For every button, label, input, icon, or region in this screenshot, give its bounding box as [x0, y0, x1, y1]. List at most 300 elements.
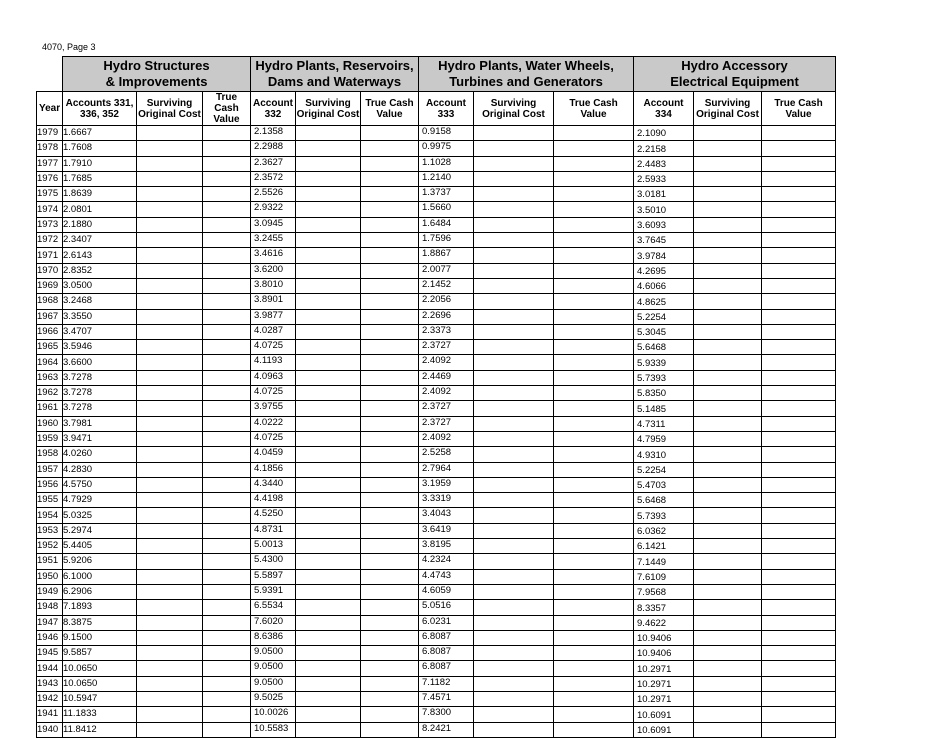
- true-cash-value-input[interactable]: [361, 141, 419, 156]
- surviving-cost-input[interactable]: [137, 569, 203, 584]
- surviving-cost-input[interactable]: [137, 263, 203, 278]
- surviving-cost-input[interactable]: [694, 416, 762, 431]
- surviving-cost-input[interactable]: [296, 355, 361, 370]
- true-cash-value-input[interactable]: [361, 431, 419, 446]
- surviving-cost-input[interactable]: [296, 263, 361, 278]
- surviving-cost-input[interactable]: [474, 615, 554, 630]
- surviving-cost-input[interactable]: [137, 355, 203, 370]
- surviving-cost-input[interactable]: [694, 707, 762, 722]
- surviving-cost-input[interactable]: [296, 233, 361, 248]
- surviving-cost-input[interactable]: [137, 691, 203, 706]
- surviving-cost-input[interactable]: [296, 187, 361, 202]
- true-cash-value-input[interactable]: [361, 676, 419, 691]
- true-cash-value-input[interactable]: [361, 646, 419, 661]
- true-cash-value-input[interactable]: [762, 554, 836, 569]
- true-cash-value-input[interactable]: [361, 340, 419, 355]
- surviving-cost-input[interactable]: [474, 278, 554, 293]
- true-cash-value-input[interactable]: [361, 401, 419, 416]
- true-cash-value-input[interactable]: [762, 141, 836, 156]
- surviving-cost-input[interactable]: [296, 370, 361, 385]
- surviving-cost-input[interactable]: [694, 355, 762, 370]
- true-cash-value-input[interactable]: [554, 493, 634, 508]
- true-cash-value-input[interactable]: [762, 340, 836, 355]
- surviving-cost-input[interactable]: [137, 447, 203, 462]
- surviving-cost-input[interactable]: [137, 676, 203, 691]
- true-cash-value-input[interactable]: [762, 278, 836, 293]
- true-cash-value-input[interactable]: [203, 294, 251, 309]
- true-cash-value-input[interactable]: [203, 600, 251, 615]
- true-cash-value-input[interactable]: [361, 324, 419, 339]
- surviving-cost-input[interactable]: [296, 691, 361, 706]
- surviving-cost-input[interactable]: [474, 248, 554, 263]
- true-cash-value-input[interactable]: [762, 661, 836, 676]
- surviving-cost-input[interactable]: [137, 646, 203, 661]
- surviving-cost-input[interactable]: [296, 615, 361, 630]
- true-cash-value-input[interactable]: [554, 370, 634, 385]
- surviving-cost-input[interactable]: [137, 539, 203, 554]
- true-cash-value-input[interactable]: [361, 462, 419, 477]
- surviving-cost-input[interactable]: [474, 294, 554, 309]
- surviving-cost-input[interactable]: [137, 508, 203, 523]
- surviving-cost-input[interactable]: [694, 431, 762, 446]
- surviving-cost-input[interactable]: [694, 156, 762, 171]
- true-cash-value-input[interactable]: [554, 554, 634, 569]
- true-cash-value-input[interactable]: [762, 584, 836, 599]
- surviving-cost-input[interactable]: [137, 554, 203, 569]
- surviving-cost-input[interactable]: [474, 416, 554, 431]
- surviving-cost-input[interactable]: [474, 370, 554, 385]
- surviving-cost-input[interactable]: [694, 340, 762, 355]
- surviving-cost-input[interactable]: [137, 248, 203, 263]
- surviving-cost-input[interactable]: [296, 401, 361, 416]
- surviving-cost-input[interactable]: [296, 554, 361, 569]
- true-cash-value-input[interactable]: [203, 615, 251, 630]
- surviving-cost-input[interactable]: [137, 141, 203, 156]
- true-cash-value-input[interactable]: [203, 141, 251, 156]
- true-cash-value-input[interactable]: [361, 355, 419, 370]
- surviving-cost-input[interactable]: [474, 431, 554, 446]
- true-cash-value-input[interactable]: [203, 569, 251, 584]
- surviving-cost-input[interactable]: [694, 630, 762, 645]
- true-cash-value-input[interactable]: [762, 431, 836, 446]
- surviving-cost-input[interactable]: [474, 600, 554, 615]
- surviving-cost-input[interactable]: [694, 493, 762, 508]
- surviving-cost-input[interactable]: [296, 171, 361, 186]
- true-cash-value-input[interactable]: [762, 309, 836, 324]
- true-cash-value-input[interactable]: [554, 676, 634, 691]
- surviving-cost-input[interactable]: [296, 661, 361, 676]
- true-cash-value-input[interactable]: [554, 584, 634, 599]
- surviving-cost-input[interactable]: [296, 202, 361, 217]
- surviving-cost-input[interactable]: [296, 278, 361, 293]
- true-cash-value-input[interactable]: [554, 248, 634, 263]
- true-cash-value-input[interactable]: [203, 676, 251, 691]
- surviving-cost-input[interactable]: [694, 600, 762, 615]
- true-cash-value-input[interactable]: [554, 646, 634, 661]
- true-cash-value-input[interactable]: [203, 691, 251, 706]
- true-cash-value-input[interactable]: [361, 539, 419, 554]
- true-cash-value-input[interactable]: [554, 340, 634, 355]
- surviving-cost-input[interactable]: [137, 401, 203, 416]
- true-cash-value-input[interactable]: [554, 233, 634, 248]
- surviving-cost-input[interactable]: [137, 600, 203, 615]
- true-cash-value-input[interactable]: [361, 217, 419, 232]
- surviving-cost-input[interactable]: [296, 447, 361, 462]
- true-cash-value-input[interactable]: [361, 386, 419, 401]
- true-cash-value-input[interactable]: [361, 416, 419, 431]
- true-cash-value-input[interactable]: [554, 600, 634, 615]
- surviving-cost-input[interactable]: [296, 386, 361, 401]
- true-cash-value-input[interactable]: [361, 263, 419, 278]
- true-cash-value-input[interactable]: [361, 447, 419, 462]
- surviving-cost-input[interactable]: [296, 416, 361, 431]
- surviving-cost-input[interactable]: [694, 554, 762, 569]
- surviving-cost-input[interactable]: [137, 462, 203, 477]
- surviving-cost-input[interactable]: [296, 126, 361, 141]
- true-cash-value-input[interactable]: [762, 493, 836, 508]
- true-cash-value-input[interactable]: [554, 126, 634, 141]
- true-cash-value-input[interactable]: [554, 401, 634, 416]
- true-cash-value-input[interactable]: [203, 370, 251, 385]
- true-cash-value-input[interactable]: [361, 554, 419, 569]
- true-cash-value-input[interactable]: [554, 691, 634, 706]
- surviving-cost-input[interactable]: [474, 477, 554, 492]
- true-cash-value-input[interactable]: [554, 294, 634, 309]
- true-cash-value-input[interactable]: [203, 523, 251, 538]
- surviving-cost-input[interactable]: [694, 278, 762, 293]
- true-cash-value-input[interactable]: [554, 615, 634, 630]
- surviving-cost-input[interactable]: [474, 340, 554, 355]
- surviving-cost-input[interactable]: [474, 141, 554, 156]
- surviving-cost-input[interactable]: [474, 171, 554, 186]
- surviving-cost-input[interactable]: [694, 187, 762, 202]
- true-cash-value-input[interactable]: [361, 248, 419, 263]
- true-cash-value-input[interactable]: [361, 477, 419, 492]
- surviving-cost-input[interactable]: [137, 233, 203, 248]
- surviving-cost-input[interactable]: [137, 584, 203, 599]
- true-cash-value-input[interactable]: [361, 691, 419, 706]
- surviving-cost-input[interactable]: [137, 156, 203, 171]
- true-cash-value-input[interactable]: [554, 661, 634, 676]
- true-cash-value-input[interactable]: [554, 431, 634, 446]
- true-cash-value-input[interactable]: [762, 508, 836, 523]
- true-cash-value-input[interactable]: [762, 477, 836, 492]
- surviving-cost-input[interactable]: [137, 493, 203, 508]
- true-cash-value-input[interactable]: [361, 294, 419, 309]
- true-cash-value-input[interactable]: [762, 523, 836, 538]
- true-cash-value-input[interactable]: [361, 722, 419, 737]
- surviving-cost-input[interactable]: [694, 294, 762, 309]
- true-cash-value-input[interactable]: [203, 584, 251, 599]
- true-cash-value-input[interactable]: [203, 355, 251, 370]
- true-cash-value-input[interactable]: [762, 462, 836, 477]
- true-cash-value-input[interactable]: [203, 646, 251, 661]
- true-cash-value-input[interactable]: [203, 187, 251, 202]
- surviving-cost-input[interactable]: [694, 508, 762, 523]
- surviving-cost-input[interactable]: [137, 202, 203, 217]
- true-cash-value-input[interactable]: [554, 171, 634, 186]
- true-cash-value-input[interactable]: [203, 278, 251, 293]
- surviving-cost-input[interactable]: [474, 233, 554, 248]
- true-cash-value-input[interactable]: [203, 401, 251, 416]
- true-cash-value-input[interactable]: [762, 539, 836, 554]
- surviving-cost-input[interactable]: [296, 324, 361, 339]
- surviving-cost-input[interactable]: [694, 569, 762, 584]
- surviving-cost-input[interactable]: [296, 569, 361, 584]
- surviving-cost-input[interactable]: [694, 233, 762, 248]
- true-cash-value-input[interactable]: [554, 355, 634, 370]
- true-cash-value-input[interactable]: [762, 187, 836, 202]
- surviving-cost-input[interactable]: [137, 416, 203, 431]
- true-cash-value-input[interactable]: [203, 324, 251, 339]
- surviving-cost-input[interactable]: [694, 401, 762, 416]
- surviving-cost-input[interactable]: [694, 248, 762, 263]
- true-cash-value-input[interactable]: [203, 416, 251, 431]
- true-cash-value-input[interactable]: [203, 722, 251, 737]
- surviving-cost-input[interactable]: [137, 477, 203, 492]
- true-cash-value-input[interactable]: [203, 248, 251, 263]
- true-cash-value-input[interactable]: [554, 523, 634, 538]
- surviving-cost-input[interactable]: [474, 523, 554, 538]
- surviving-cost-input[interactable]: [474, 202, 554, 217]
- surviving-cost-input[interactable]: [474, 217, 554, 232]
- surviving-cost-input[interactable]: [137, 386, 203, 401]
- surviving-cost-input[interactable]: [694, 171, 762, 186]
- true-cash-value-input[interactable]: [203, 233, 251, 248]
- surviving-cost-input[interactable]: [137, 722, 203, 737]
- true-cash-value-input[interactable]: [762, 171, 836, 186]
- true-cash-value-input[interactable]: [203, 508, 251, 523]
- true-cash-value-input[interactable]: [203, 156, 251, 171]
- surviving-cost-input[interactable]: [474, 493, 554, 508]
- true-cash-value-input[interactable]: [554, 309, 634, 324]
- true-cash-value-input[interactable]: [762, 294, 836, 309]
- true-cash-value-input[interactable]: [762, 447, 836, 462]
- surviving-cost-input[interactable]: [474, 554, 554, 569]
- surviving-cost-input[interactable]: [694, 676, 762, 691]
- true-cash-value-input[interactable]: [762, 233, 836, 248]
- surviving-cost-input[interactable]: [137, 309, 203, 324]
- surviving-cost-input[interactable]: [296, 309, 361, 324]
- true-cash-value-input[interactable]: [361, 187, 419, 202]
- true-cash-value-input[interactable]: [361, 278, 419, 293]
- true-cash-value-input[interactable]: [762, 248, 836, 263]
- surviving-cost-input[interactable]: [474, 707, 554, 722]
- surviving-cost-input[interactable]: [296, 340, 361, 355]
- true-cash-value-input[interactable]: [554, 447, 634, 462]
- surviving-cost-input[interactable]: [137, 340, 203, 355]
- true-cash-value-input[interactable]: [762, 630, 836, 645]
- true-cash-value-input[interactable]: [554, 187, 634, 202]
- surviving-cost-input[interactable]: [694, 691, 762, 706]
- surviving-cost-input[interactable]: [296, 630, 361, 645]
- surviving-cost-input[interactable]: [137, 217, 203, 232]
- true-cash-value-input[interactable]: [203, 263, 251, 278]
- surviving-cost-input[interactable]: [137, 523, 203, 538]
- true-cash-value-input[interactable]: [554, 539, 634, 554]
- surviving-cost-input[interactable]: [137, 630, 203, 645]
- true-cash-value-input[interactable]: [361, 493, 419, 508]
- true-cash-value-input[interactable]: [361, 202, 419, 217]
- true-cash-value-input[interactable]: [203, 386, 251, 401]
- true-cash-value-input[interactable]: [762, 324, 836, 339]
- true-cash-value-input[interactable]: [361, 707, 419, 722]
- surviving-cost-input[interactable]: [137, 126, 203, 141]
- true-cash-value-input[interactable]: [361, 126, 419, 141]
- true-cash-value-input[interactable]: [554, 707, 634, 722]
- true-cash-value-input[interactable]: [762, 156, 836, 171]
- true-cash-value-input[interactable]: [762, 707, 836, 722]
- surviving-cost-input[interactable]: [296, 493, 361, 508]
- true-cash-value-input[interactable]: [361, 569, 419, 584]
- true-cash-value-input[interactable]: [203, 630, 251, 645]
- surviving-cost-input[interactable]: [296, 431, 361, 446]
- surviving-cost-input[interactable]: [474, 324, 554, 339]
- surviving-cost-input[interactable]: [137, 707, 203, 722]
- surviving-cost-input[interactable]: [694, 584, 762, 599]
- true-cash-value-input[interactable]: [554, 462, 634, 477]
- surviving-cost-input[interactable]: [296, 722, 361, 737]
- surviving-cost-input[interactable]: [474, 691, 554, 706]
- true-cash-value-input[interactable]: [762, 646, 836, 661]
- surviving-cost-input[interactable]: [137, 370, 203, 385]
- surviving-cost-input[interactable]: [296, 248, 361, 263]
- surviving-cost-input[interactable]: [296, 156, 361, 171]
- surviving-cost-input[interactable]: [474, 584, 554, 599]
- true-cash-value-input[interactable]: [762, 722, 836, 737]
- surviving-cost-input[interactable]: [474, 661, 554, 676]
- true-cash-value-input[interactable]: [361, 508, 419, 523]
- true-cash-value-input[interactable]: [554, 202, 634, 217]
- true-cash-value-input[interactable]: [554, 508, 634, 523]
- true-cash-value-input[interactable]: [554, 278, 634, 293]
- true-cash-value-input[interactable]: [361, 370, 419, 385]
- true-cash-value-input[interactable]: [203, 554, 251, 569]
- true-cash-value-input[interactable]: [203, 462, 251, 477]
- surviving-cost-input[interactable]: [474, 630, 554, 645]
- surviving-cost-input[interactable]: [296, 646, 361, 661]
- true-cash-value-input[interactable]: [554, 156, 634, 171]
- surviving-cost-input[interactable]: [296, 523, 361, 538]
- surviving-cost-input[interactable]: [474, 462, 554, 477]
- surviving-cost-input[interactable]: [474, 156, 554, 171]
- surviving-cost-input[interactable]: [694, 309, 762, 324]
- true-cash-value-input[interactable]: [203, 340, 251, 355]
- surviving-cost-input[interactable]: [474, 646, 554, 661]
- surviving-cost-input[interactable]: [474, 386, 554, 401]
- true-cash-value-input[interactable]: [762, 676, 836, 691]
- surviving-cost-input[interactable]: [694, 141, 762, 156]
- surviving-cost-input[interactable]: [137, 431, 203, 446]
- surviving-cost-input[interactable]: [474, 722, 554, 737]
- true-cash-value-input[interactable]: [203, 447, 251, 462]
- true-cash-value-input[interactable]: [762, 569, 836, 584]
- surviving-cost-input[interactable]: [694, 477, 762, 492]
- surviving-cost-input[interactable]: [694, 523, 762, 538]
- surviving-cost-input[interactable]: [694, 646, 762, 661]
- true-cash-value-input[interactable]: [762, 691, 836, 706]
- surviving-cost-input[interactable]: [296, 477, 361, 492]
- surviving-cost-input[interactable]: [474, 401, 554, 416]
- surviving-cost-input[interactable]: [474, 263, 554, 278]
- true-cash-value-input[interactable]: [762, 615, 836, 630]
- true-cash-value-input[interactable]: [554, 416, 634, 431]
- true-cash-value-input[interactable]: [361, 615, 419, 630]
- surviving-cost-input[interactable]: [474, 355, 554, 370]
- surviving-cost-input[interactable]: [694, 370, 762, 385]
- surviving-cost-input[interactable]: [694, 217, 762, 232]
- true-cash-value-input[interactable]: [554, 141, 634, 156]
- surviving-cost-input[interactable]: [474, 309, 554, 324]
- true-cash-value-input[interactable]: [762, 386, 836, 401]
- surviving-cost-input[interactable]: [296, 462, 361, 477]
- true-cash-value-input[interactable]: [361, 309, 419, 324]
- true-cash-value-input[interactable]: [762, 217, 836, 232]
- surviving-cost-input[interactable]: [296, 707, 361, 722]
- true-cash-value-input[interactable]: [361, 171, 419, 186]
- surviving-cost-input[interactable]: [137, 278, 203, 293]
- true-cash-value-input[interactable]: [361, 523, 419, 538]
- true-cash-value-input[interactable]: [762, 600, 836, 615]
- true-cash-value-input[interactable]: [554, 722, 634, 737]
- surviving-cost-input[interactable]: [296, 539, 361, 554]
- surviving-cost-input[interactable]: [474, 126, 554, 141]
- true-cash-value-input[interactable]: [762, 202, 836, 217]
- true-cash-value-input[interactable]: [554, 569, 634, 584]
- true-cash-value-input[interactable]: [762, 263, 836, 278]
- surviving-cost-input[interactable]: [296, 600, 361, 615]
- true-cash-value-input[interactable]: [203, 309, 251, 324]
- true-cash-value-input[interactable]: [361, 233, 419, 248]
- true-cash-value-input[interactable]: [203, 493, 251, 508]
- surviving-cost-input[interactable]: [694, 615, 762, 630]
- surviving-cost-input[interactable]: [296, 141, 361, 156]
- true-cash-value-input[interactable]: [361, 156, 419, 171]
- true-cash-value-input[interactable]: [203, 661, 251, 676]
- true-cash-value-input[interactable]: [554, 630, 634, 645]
- true-cash-value-input[interactable]: [554, 324, 634, 339]
- surviving-cost-input[interactable]: [296, 584, 361, 599]
- true-cash-value-input[interactable]: [203, 431, 251, 446]
- true-cash-value-input[interactable]: [203, 202, 251, 217]
- true-cash-value-input[interactable]: [361, 630, 419, 645]
- surviving-cost-input[interactable]: [694, 126, 762, 141]
- true-cash-value-input[interactable]: [203, 171, 251, 186]
- true-cash-value-input[interactable]: [203, 707, 251, 722]
- surviving-cost-input[interactable]: [694, 324, 762, 339]
- true-cash-value-input[interactable]: [554, 263, 634, 278]
- surviving-cost-input[interactable]: [474, 676, 554, 691]
- surviving-cost-input[interactable]: [694, 447, 762, 462]
- true-cash-value-input[interactable]: [203, 477, 251, 492]
- surviving-cost-input[interactable]: [694, 539, 762, 554]
- true-cash-value-input[interactable]: [361, 661, 419, 676]
- true-cash-value-input[interactable]: [554, 217, 634, 232]
- true-cash-value-input[interactable]: [762, 355, 836, 370]
- surviving-cost-input[interactable]: [694, 202, 762, 217]
- true-cash-value-input[interactable]: [361, 584, 419, 599]
- true-cash-value-input[interactable]: [203, 217, 251, 232]
- surviving-cost-input[interactable]: [296, 508, 361, 523]
- true-cash-value-input[interactable]: [203, 539, 251, 554]
- surviving-cost-input[interactable]: [296, 217, 361, 232]
- true-cash-value-input[interactable]: [554, 477, 634, 492]
- surviving-cost-input[interactable]: [137, 661, 203, 676]
- surviving-cost-input[interactable]: [137, 171, 203, 186]
- true-cash-value-input[interactable]: [762, 401, 836, 416]
- surviving-cost-input[interactable]: [296, 676, 361, 691]
- surviving-cost-input[interactable]: [296, 294, 361, 309]
